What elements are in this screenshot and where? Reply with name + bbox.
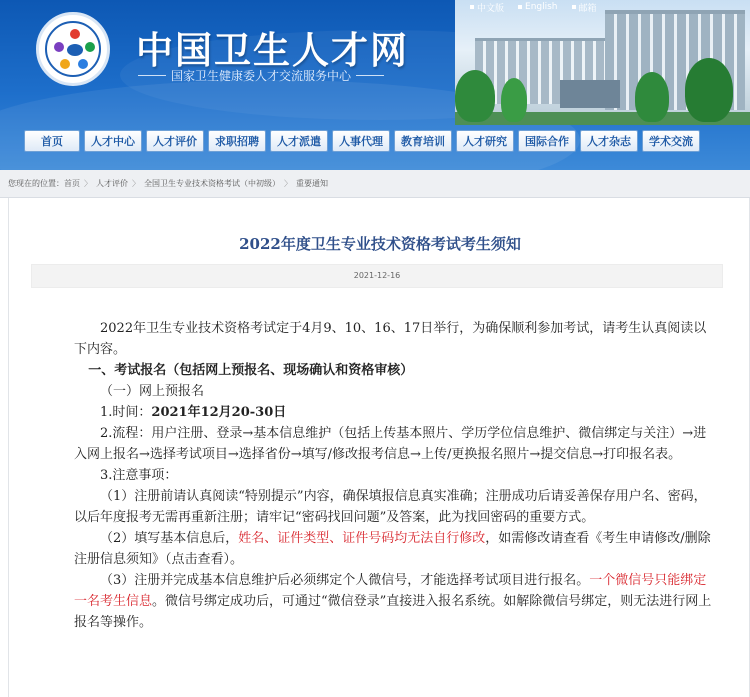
article-date: 2021-12-16 bbox=[353, 271, 401, 280]
note-3 bbox=[74, 570, 714, 633]
article-container bbox=[8, 198, 750, 697]
nav-item-talent-research[interactable]: 人才研究 bbox=[456, 130, 514, 152]
flow-paragraph: 2.流程：用户注册、登录→基本信息维护（包括上传基本照片、学历学位信息维护、微信绑定与关注）→进入网上报名→选择考试项目→选择省份→填写/修改报考信息→上传/更换报名照片→提交信息→打印报名表。 bbox=[74, 426, 707, 462]
section-heading: 一、考试报名（包括网上预报名、现场确认和资格审核） bbox=[88, 363, 414, 378]
time-line bbox=[74, 402, 714, 423]
site-subtitle-text: 国家卫生健康委人才交流服务中心 bbox=[171, 69, 352, 83]
logo-figure-icon bbox=[60, 59, 70, 69]
lang-link-email[interactable] bbox=[572, 0, 597, 14]
lang-link-label: 中文版 bbox=[477, 3, 505, 14]
breadcrumb-link-evaluation[interactable]: 人才评价 bbox=[96, 179, 128, 188]
tree-icon bbox=[501, 78, 527, 122]
logo-figure-icon bbox=[85, 42, 95, 52]
nav-item-job-recruitment[interactable]: 求职招聘 bbox=[208, 130, 266, 152]
nav-item-education-training[interactable]: 教育培训 bbox=[394, 130, 452, 152]
time-label: 1.时间： bbox=[100, 405, 152, 420]
note-3-text-a: （3）注册并完成基本信息维护后必须绑定个人微信号，才能选择考试项目进行报名。 bbox=[100, 573, 590, 588]
breadcrumb-separator: 〉 bbox=[132, 179, 140, 188]
site-subtitle bbox=[138, 67, 444, 84]
breadcrumb-current[interactable]: 重要通知 bbox=[296, 179, 328, 188]
logo-figure-icon bbox=[78, 59, 88, 69]
nav-item-talent-dispatch[interactable]: 人才派遣 bbox=[270, 130, 328, 152]
site-title: 中国卫生人才网 bbox=[136, 29, 409, 72]
breadcrumb-separator: 〉 bbox=[84, 179, 92, 188]
note-1: （1）注册前请认真阅读“特别提示”内容，确保填报信息真实准确；注册成功后请妥善保存用户名、密码，以后年度报考无需再重新注册；请牢记“密码找回问题”及答案，此为找回密码的重要方式。 bbox=[74, 489, 707, 525]
lang-link-english[interactable] bbox=[518, 0, 558, 14]
breadcrumb-link-home[interactable]: 首页 bbox=[64, 179, 80, 188]
tree-icon bbox=[455, 70, 495, 122]
subtitle-rule-right bbox=[356, 75, 384, 76]
notes-label: 3.注意事项： bbox=[100, 468, 178, 483]
lang-link-label: 邮箱 bbox=[578, 3, 597, 14]
breadcrumb-separator: 〉 bbox=[284, 179, 292, 188]
note-2-highlight: 姓名、证件类型、证件号码均无法自行修改 bbox=[238, 531, 486, 546]
site-logo[interactable] bbox=[36, 12, 110, 86]
nav-item-academic-exchange[interactable]: 学术交流 bbox=[642, 130, 700, 152]
time-value: 2021年12月20-30日 bbox=[151, 405, 287, 420]
note-3-highlight: 一个微信号只能绑定一名考生信息 bbox=[74, 573, 707, 609]
note-2 bbox=[74, 528, 714, 570]
note-2-text-b[interactable]: ，如需修改请查看《考生申请修改/删除注册信息须知》（点击查看）。 bbox=[74, 531, 711, 567]
tree-icon bbox=[685, 58, 733, 122]
subtitle-rule-left bbox=[138, 75, 166, 76]
nav-item-personnel-agency[interactable]: 人事代理 bbox=[332, 130, 390, 152]
article-body bbox=[74, 318, 714, 633]
nav-item-talent-center[interactable]: 人才中心 bbox=[84, 130, 142, 152]
article-date-bar bbox=[31, 264, 723, 288]
note-3-text-b: 。微信号绑定成功后，可通过“微信登录”直接进入报名系统。如解除微信号绑定，则无法进行网上报名等操作。 bbox=[74, 594, 712, 630]
breadcrumb-prefix: 您现在的位置： bbox=[8, 179, 64, 188]
lang-link-label: English bbox=[525, 2, 558, 12]
bullet-icon bbox=[518, 5, 522, 9]
nav-item-international[interactable]: 国际合作 bbox=[518, 130, 576, 152]
logo-core bbox=[67, 44, 83, 56]
building-entrance bbox=[560, 80, 620, 108]
main-nav bbox=[24, 130, 700, 152]
bullet-icon bbox=[572, 5, 576, 9]
logo-figure-icon bbox=[54, 42, 64, 52]
breadcrumb bbox=[0, 170, 750, 198]
subsection-heading: （一）网上预报名 bbox=[100, 384, 205, 399]
nav-item-talent-evaluation[interactable]: 人才评价 bbox=[146, 130, 204, 152]
breadcrumb-link-exam[interactable]: 全国卫生专业技术资格考试（中初级） bbox=[144, 179, 280, 188]
bullet-icon bbox=[470, 5, 474, 9]
logo-figure-icon bbox=[70, 29, 80, 39]
tree-icon bbox=[635, 72, 669, 122]
article-title: 2022年度卫生专业技术资格考试考生须知 bbox=[239, 235, 521, 253]
intro-paragraph: 2022年卫生专业技术资格考试定于4月9、10、16、17日举行，为确保顺利参加考试，请考生认真阅读以下内容。 bbox=[74, 321, 707, 357]
site-header bbox=[0, 0, 750, 170]
nav-item-talent-magazine[interactable]: 人才杂志 bbox=[580, 130, 638, 152]
lang-link-chinese[interactable] bbox=[470, 0, 504, 14]
language-bar bbox=[470, 0, 597, 14]
note-2-text-a: （2）填写基本信息后， bbox=[100, 531, 239, 546]
nav-item-home[interactable]: 首页 bbox=[24, 130, 80, 152]
header-building-photo bbox=[455, 0, 750, 125]
